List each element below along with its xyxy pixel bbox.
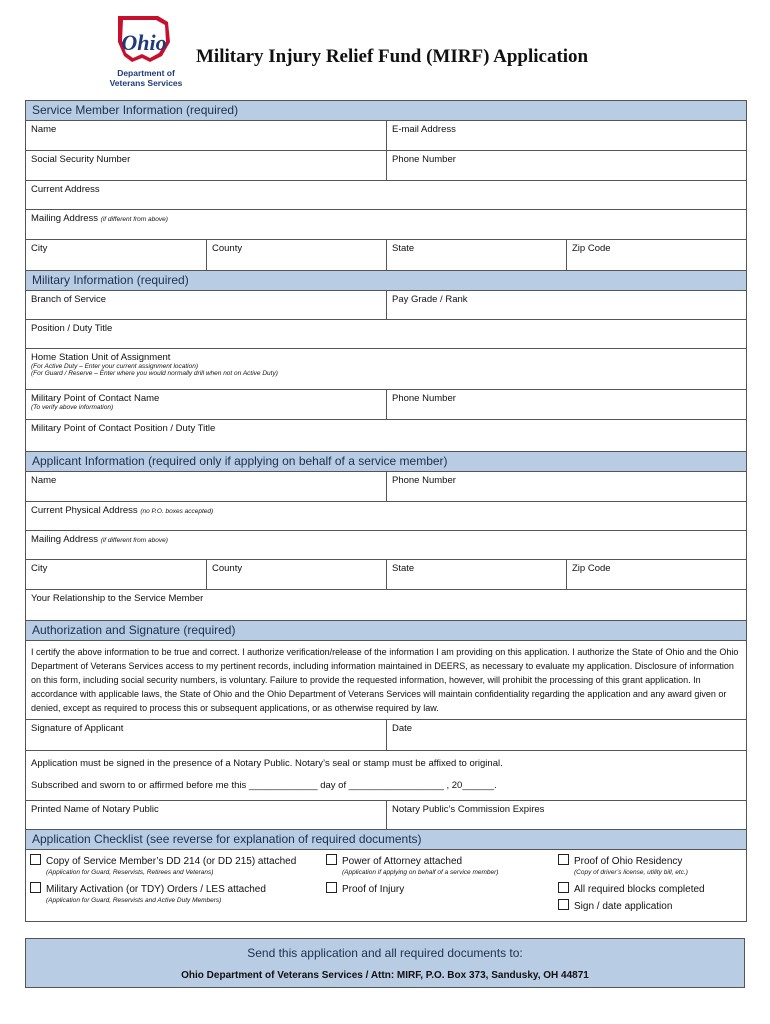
check-item-poa[interactable] bbox=[326, 854, 558, 867]
pay-grade-label: Pay Grade / Rank bbox=[392, 294, 468, 305]
check-item-sign[interactable] bbox=[558, 899, 742, 912]
physical-note: (no P.O. boxes accepted) bbox=[140, 508, 214, 515]
dept-line1: Department of bbox=[117, 68, 175, 78]
row-physical-address bbox=[26, 502, 746, 531]
check-item-blocks[interactable] bbox=[558, 882, 742, 895]
applicant-state-field[interactable] bbox=[386, 560, 566, 589]
city-field[interactable] bbox=[26, 240, 206, 270]
checklist-col3 bbox=[558, 854, 742, 921]
name-label: Name bbox=[31, 124, 57, 135]
row-branch bbox=[26, 291, 746, 320]
relationship-label: Your Relationship to the Service Member bbox=[31, 593, 204, 604]
email-field[interactable] bbox=[386, 121, 746, 150]
row-signature bbox=[26, 720, 746, 751]
check-label: Sign / date application bbox=[574, 901, 673, 912]
applicant-state-label: State bbox=[392, 563, 415, 574]
row-poc bbox=[26, 390, 746, 420]
check-note: (Application for Guard, Reservists, Retirees and Veterans) bbox=[46, 869, 214, 876]
notary-name-label: Printed Name of Notary Public bbox=[31, 804, 159, 815]
poc-phone-label: Phone Number bbox=[392, 393, 456, 404]
check-item-residency[interactable] bbox=[558, 854, 742, 867]
notary-expires-label: Notary Public’s Commission Expires bbox=[392, 804, 545, 815]
check-label: Proof of Injury bbox=[342, 884, 405, 895]
check-note: (Application if applying on behalf of a service member) bbox=[342, 869, 499, 876]
row-position bbox=[26, 320, 746, 349]
ohio-state-outline-icon bbox=[96, 12, 196, 68]
row-ssn-phone bbox=[26, 151, 746, 181]
relationship-field[interactable] bbox=[26, 590, 746, 620]
mailing-address-field[interactable] bbox=[26, 210, 746, 239]
county-label: County bbox=[212, 243, 243, 254]
checkbox-icon[interactable] bbox=[326, 882, 337, 893]
checklist-col1 bbox=[30, 854, 326, 921]
applicant-phone-field[interactable] bbox=[386, 472, 746, 501]
state-field[interactable] bbox=[386, 240, 566, 270]
row-notary-instructions bbox=[26, 751, 746, 801]
mailing-address-label: Mailing Address bbox=[31, 213, 99, 224]
physical-address-field[interactable] bbox=[26, 502, 746, 530]
city-label: City bbox=[31, 243, 48, 254]
signature-label: Signature of Applicant bbox=[31, 723, 124, 734]
row-applicant-mailing bbox=[26, 531, 746, 560]
checklist-col2 bbox=[326, 854, 558, 921]
pay-grade-field[interactable] bbox=[386, 291, 746, 319]
phone-label: Phone Number bbox=[392, 154, 456, 165]
row-applicant-name bbox=[26, 472, 746, 502]
mailing-note: (if different from above) bbox=[100, 216, 168, 223]
applicant-city-field[interactable] bbox=[26, 560, 206, 589]
send-line1: Send this application and all required documents to: bbox=[247, 946, 523, 960]
checkbox-icon[interactable] bbox=[558, 854, 569, 865]
check-label: Copy of Service Member’s DD 214 (or DD 215) attached bbox=[46, 856, 297, 867]
row-name-email bbox=[26, 121, 746, 151]
applicant-mailing-field[interactable] bbox=[26, 531, 746, 559]
notary-expires-field[interactable] bbox=[386, 801, 746, 829]
ssn-field[interactable] bbox=[26, 151, 386, 180]
row-city-state bbox=[26, 240, 746, 271]
ssn-label: Social Security Number bbox=[31, 154, 131, 165]
logo-word: Ohio bbox=[121, 30, 167, 55]
county-field[interactable] bbox=[206, 240, 386, 270]
row-relationship bbox=[26, 590, 746, 621]
row-mailing-address bbox=[26, 210, 746, 240]
date-label: Date bbox=[392, 723, 413, 734]
zip-label: Zip Code bbox=[572, 243, 611, 254]
row-notary bbox=[26, 801, 746, 830]
checkbox-icon[interactable] bbox=[558, 882, 569, 893]
branch-field[interactable] bbox=[26, 291, 386, 319]
check-label: Military Activation (or TDY) Orders / LES attached bbox=[46, 884, 266, 895]
branch-label: Branch of Service bbox=[31, 294, 106, 305]
home-station-field[interactable] bbox=[26, 349, 746, 389]
applicant-zip-label: Zip Code bbox=[572, 563, 611, 574]
dept-name bbox=[96, 68, 196, 88]
notary-name-field[interactable] bbox=[26, 801, 386, 829]
state-label: State bbox=[392, 243, 415, 254]
section-applicant: Applicant Information (required only if applying on behalf of a service member) bbox=[26, 452, 746, 472]
applicant-zip-field[interactable] bbox=[566, 560, 746, 589]
guard-note: (For Guard / Reserve – Enter where you would normally drill when not on Active Duty) bbox=[31, 370, 278, 377]
check-item-orders[interactable] bbox=[30, 882, 326, 895]
poc-name-field[interactable] bbox=[26, 390, 386, 419]
applicant-name-label: Name bbox=[31, 475, 57, 486]
poc-name-label: Military Point of Contact Name bbox=[31, 393, 160, 404]
check-item-dd214[interactable] bbox=[30, 854, 326, 867]
section-checklist: Application Checklist (see reverse for explanation of required documents) bbox=[26, 830, 746, 850]
section-military: Military Information (required) bbox=[26, 271, 746, 291]
check-note: (Copy of driver’s license, utility bill, etc.) bbox=[574, 869, 688, 876]
check-label: All required blocks completed bbox=[574, 884, 705, 895]
row-poc-position bbox=[26, 420, 746, 452]
phone-field[interactable] bbox=[386, 151, 746, 180]
application-form bbox=[25, 100, 747, 922]
poc-position-label: Military Point of Contact Position / Duty Title bbox=[31, 423, 216, 434]
physical-address-label: Current Physical Address bbox=[31, 505, 138, 516]
dept-line2: Veterans Services bbox=[109, 78, 183, 88]
email-label: E-mail Address bbox=[392, 124, 456, 135]
position-label: Position / Duty Title bbox=[31, 323, 113, 334]
poc-phone-field[interactable] bbox=[386, 390, 746, 419]
notary-line: Application must be signed in the presence of a Notary Public. Notary’s seal or stamp must be affixed to original. bbox=[31, 758, 503, 769]
date-field[interactable] bbox=[386, 720, 746, 750]
check-label: Proof of Ohio Residency bbox=[574, 856, 683, 867]
checkbox-icon[interactable] bbox=[326, 854, 337, 865]
check-label: Power of Attorney attached bbox=[342, 856, 463, 867]
send-instructions bbox=[25, 938, 745, 988]
row-applicant-city bbox=[26, 560, 746, 590]
checkbox-icon[interactable] bbox=[558, 899, 569, 910]
name-field[interactable] bbox=[26, 121, 386, 150]
notary-instructions bbox=[26, 751, 746, 800]
position-field[interactable] bbox=[26, 320, 746, 348]
page-title: Military Injury Relief Fund (MIRF) Application bbox=[196, 46, 589, 67]
applicant-city-label: City bbox=[31, 563, 48, 574]
checklist-area bbox=[26, 850, 746, 922]
section-authorization: Authorization and Signature (required) bbox=[26, 621, 746, 641]
ohio-logo bbox=[96, 12, 196, 92]
send-address: Ohio Department of Veterans Services / Attn: MIRF, P.O. Box 373, Sandusky, OH 44871 bbox=[181, 970, 589, 981]
check-note: (Application for Guard, Reservists and Active Duty Members) bbox=[46, 897, 222, 904]
applicant-mailing-note: (if different from above) bbox=[100, 537, 168, 544]
zip-field[interactable] bbox=[566, 240, 746, 270]
home-station-label: Home Station Unit of Assignment bbox=[31, 352, 171, 363]
applicant-phone-label: Phone Number bbox=[392, 475, 456, 486]
row-current-address bbox=[26, 181, 746, 210]
signature-field[interactable] bbox=[26, 720, 386, 750]
current-address-field[interactable] bbox=[26, 181, 746, 209]
applicant-name-field[interactable] bbox=[26, 472, 386, 501]
authorization-text: I certify the above information to be true and correct. I authorize verification/release of the information I am providing on this application. I authorize the State of Ohio and the Ohio Department of Veterans Services access to my pertinent records, including information maintained in DEERS, as necessary to evaluate my application. Disclosure of information on this form, including social security numbers, is voluntary. Failure to provide the requested information, however, will prohibit the processing of this grant application. In accordance with applicable laws, the State of Ohio and the Ohio Department of Veterans Services will maintain confidentiality regarding the application and any award given or denied, except as required to process this or subsequent applications, or as otherwise required by law. bbox=[31, 647, 739, 713]
row-authorization-text bbox=[26, 641, 746, 720]
current-address-label: Current Address bbox=[31, 184, 100, 195]
section-service-member: Service Member Information (required) bbox=[26, 101, 746, 121]
active-note: (For Active Duty – Enter your current assignment location) bbox=[31, 363, 199, 370]
sworn-line: Subscribed and sworn to or affirmed before me this _____________ day of __________________ , 20______. bbox=[31, 780, 497, 791]
row-home-station bbox=[26, 349, 746, 390]
checkbox-icon[interactable] bbox=[30, 882, 41, 893]
checkbox-icon[interactable] bbox=[30, 854, 41, 865]
applicant-county-label: County bbox=[212, 563, 243, 574]
applicant-mailing-label: Mailing Address bbox=[31, 534, 99, 545]
applicant-county-field[interactable] bbox=[206, 560, 386, 589]
poc-note: (To verify above information) bbox=[31, 404, 114, 411]
check-item-injury[interactable] bbox=[326, 882, 558, 895]
poc-position-field[interactable] bbox=[26, 420, 746, 451]
